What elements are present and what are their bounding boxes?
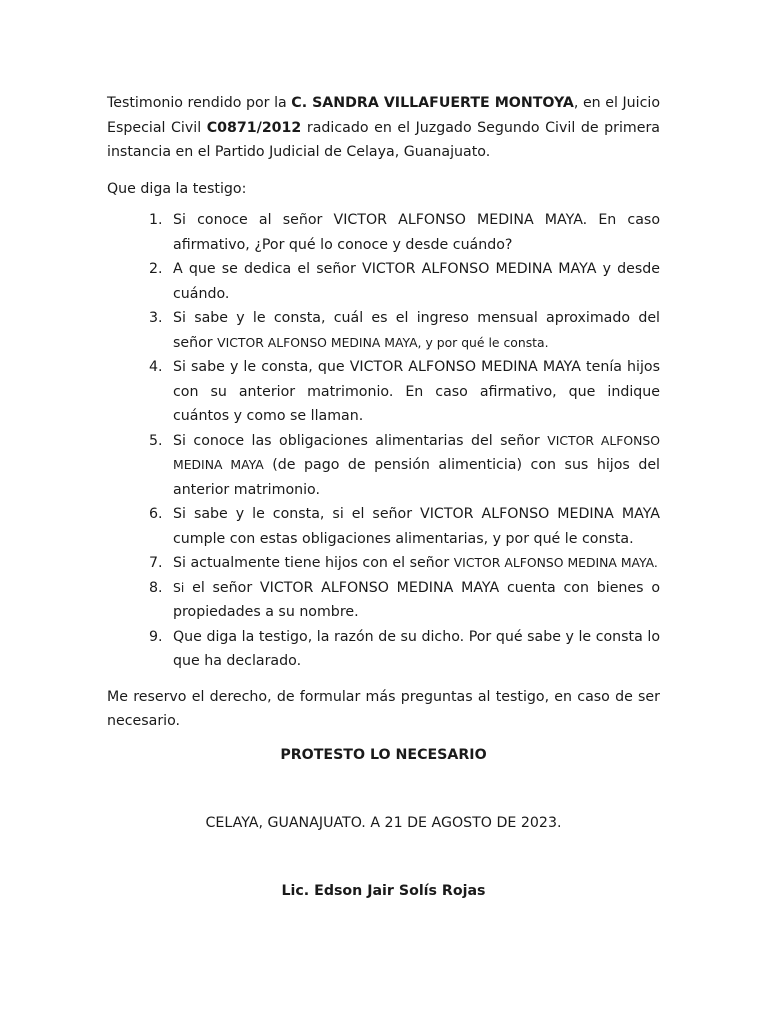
question-item bbox=[107, 625, 660, 674]
question-item bbox=[107, 355, 660, 429]
question-text-small: Si bbox=[173, 579, 185, 595]
que-diga-heading: Que diga la testigo: bbox=[107, 180, 247, 197]
protesto-heading: PROTESTO LO NECESARIO bbox=[280, 746, 487, 763]
date-line: CELAYA, GUANAJUATO. A 21 DE AGOSTO DE 2023. bbox=[205, 815, 562, 831]
question-number: 7. bbox=[149, 555, 163, 571]
intro-text-1: Testimonio rendido por la bbox=[107, 95, 292, 111]
question-text: el señor VICTOR ALFONSO MEDINA MAYA cuenta con bienes o propiedades a su nombre. bbox=[173, 579, 660, 620]
question-number: 3. bbox=[149, 310, 163, 326]
question-text: Si conoce al señor VICTOR ALFONSO MEDINA MAYA. En caso afirmativo, ¿Por qué lo conoce y desde cuándo? bbox=[173, 212, 660, 253]
question-item bbox=[107, 502, 660, 551]
question-text: Si sabe y le consta, cuál es el ingreso mensual aproximado del señor bbox=[173, 310, 660, 351]
question-item bbox=[107, 576, 660, 625]
question-number: 5. bbox=[149, 432, 163, 449]
question-number: 1. bbox=[149, 212, 163, 228]
question-text-small: VICTOR ALFONSO MEDINA MAYA bbox=[173, 432, 660, 472]
question-item bbox=[107, 208, 660, 257]
question-number: 8. bbox=[149, 579, 163, 596]
questions-list bbox=[107, 208, 660, 674]
question-text: Si sabe y le consta, si el señor VICTOR ALFONSO MEDINA MAYA cumple con estas obligaciones alimentarias, y por qué le consta. bbox=[173, 506, 660, 547]
question-text: Si sabe y le consta, que VICTOR ALFONSO MEDINA MAYA tenía hijos con su anterior matrimonio. En caso afirmativo, que indique cuántos y como se llaman. bbox=[173, 359, 660, 424]
question-text: Si conoce las obligaciones alimentarias del señor bbox=[173, 432, 548, 449]
question-text: Si actualmente tiene hijos con el señor bbox=[173, 555, 454, 571]
intro-text-2: , en el Juicio Especial Civil bbox=[107, 95, 660, 136]
question-number: 6. bbox=[149, 506, 163, 522]
question-text: A que se dedica el señor VICTOR ALFONSO MEDINA MAYA y desde cuándo. bbox=[173, 261, 660, 302]
question-item bbox=[107, 551, 660, 576]
closing-paragraph: Me reservo el derecho, de formular más preguntas al testigo, en caso de ser necesario. bbox=[107, 688, 660, 729]
intro-paragraph bbox=[107, 91, 660, 165]
question-item bbox=[107, 306, 660, 355]
question-item bbox=[107, 429, 660, 503]
case-number: C0871/2012 bbox=[206, 119, 302, 136]
question-item bbox=[107, 257, 660, 306]
witness-name: C. SANDRA VILLAFUERTE MONTOYA bbox=[291, 95, 574, 111]
intro-text-3: radicado en el Juzgado Segundo Civil de primera instancia en el Partido Judicial de Celaya, Guanajuato. bbox=[107, 119, 660, 160]
question-text: (de pago de pensión alimenticia) con sus hijos del anterior matrimonio. bbox=[173, 457, 660, 498]
question-text-small: VICTOR ALFONSO MEDINA MAYA. bbox=[453, 555, 658, 570]
question-text-small: VICTOR ALFONSO MEDINA MAYA, y por qué le consta. bbox=[217, 334, 549, 350]
question-number: 4. bbox=[149, 359, 163, 375]
signature-name: Lic. Edson Jair Solís Rojas bbox=[281, 882, 486, 899]
question-number: 2. bbox=[149, 261, 163, 277]
question-number: 9. bbox=[149, 628, 163, 645]
question-text: Que diga la testigo, la razón de su dicho. Por qué sabe y le consta lo que ha declarado. bbox=[173, 628, 660, 669]
